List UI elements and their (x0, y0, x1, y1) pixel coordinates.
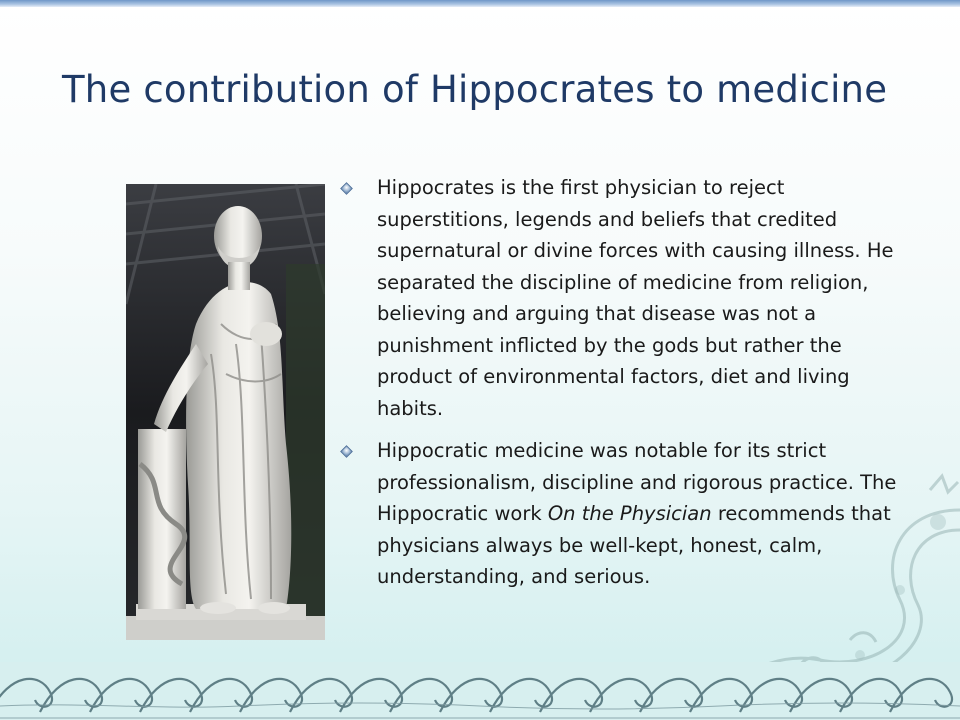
top-accent-bar (0, 0, 960, 7)
slide-title: The contribution of Hippocrates to medicine (62, 68, 888, 111)
hippocrates-statue-image (126, 184, 325, 640)
diamond-bullet-icon (340, 182, 353, 195)
bullet-item (340, 172, 920, 424)
bullet-text: Hippocrates is the first physician to reject superstitions, legends and beliefs that credited supernatural or divine forces with causing illness. He separated the discipline of medicine from religion, believing and arguing that disease was not a punishment inflicted by the gods but rather the product of environmental factors, diet and living habits. (377, 176, 894, 420)
bullet-text-part: Hippocratic medicine was notable for its strict professionalism, discipline and rigorous practice. The Hippocratic work (377, 439, 897, 525)
statue-illustration (126, 184, 325, 640)
bullet-item (340, 435, 920, 593)
bullet-list (340, 172, 920, 604)
wave-border-decoration (0, 662, 960, 720)
diamond-bullet-icon (340, 445, 353, 458)
book-title: On the Physician (547, 502, 712, 525)
bullet-text-part: recommends that physicians always be well-kept, honest, calm, understanding, and serious. (377, 502, 891, 588)
